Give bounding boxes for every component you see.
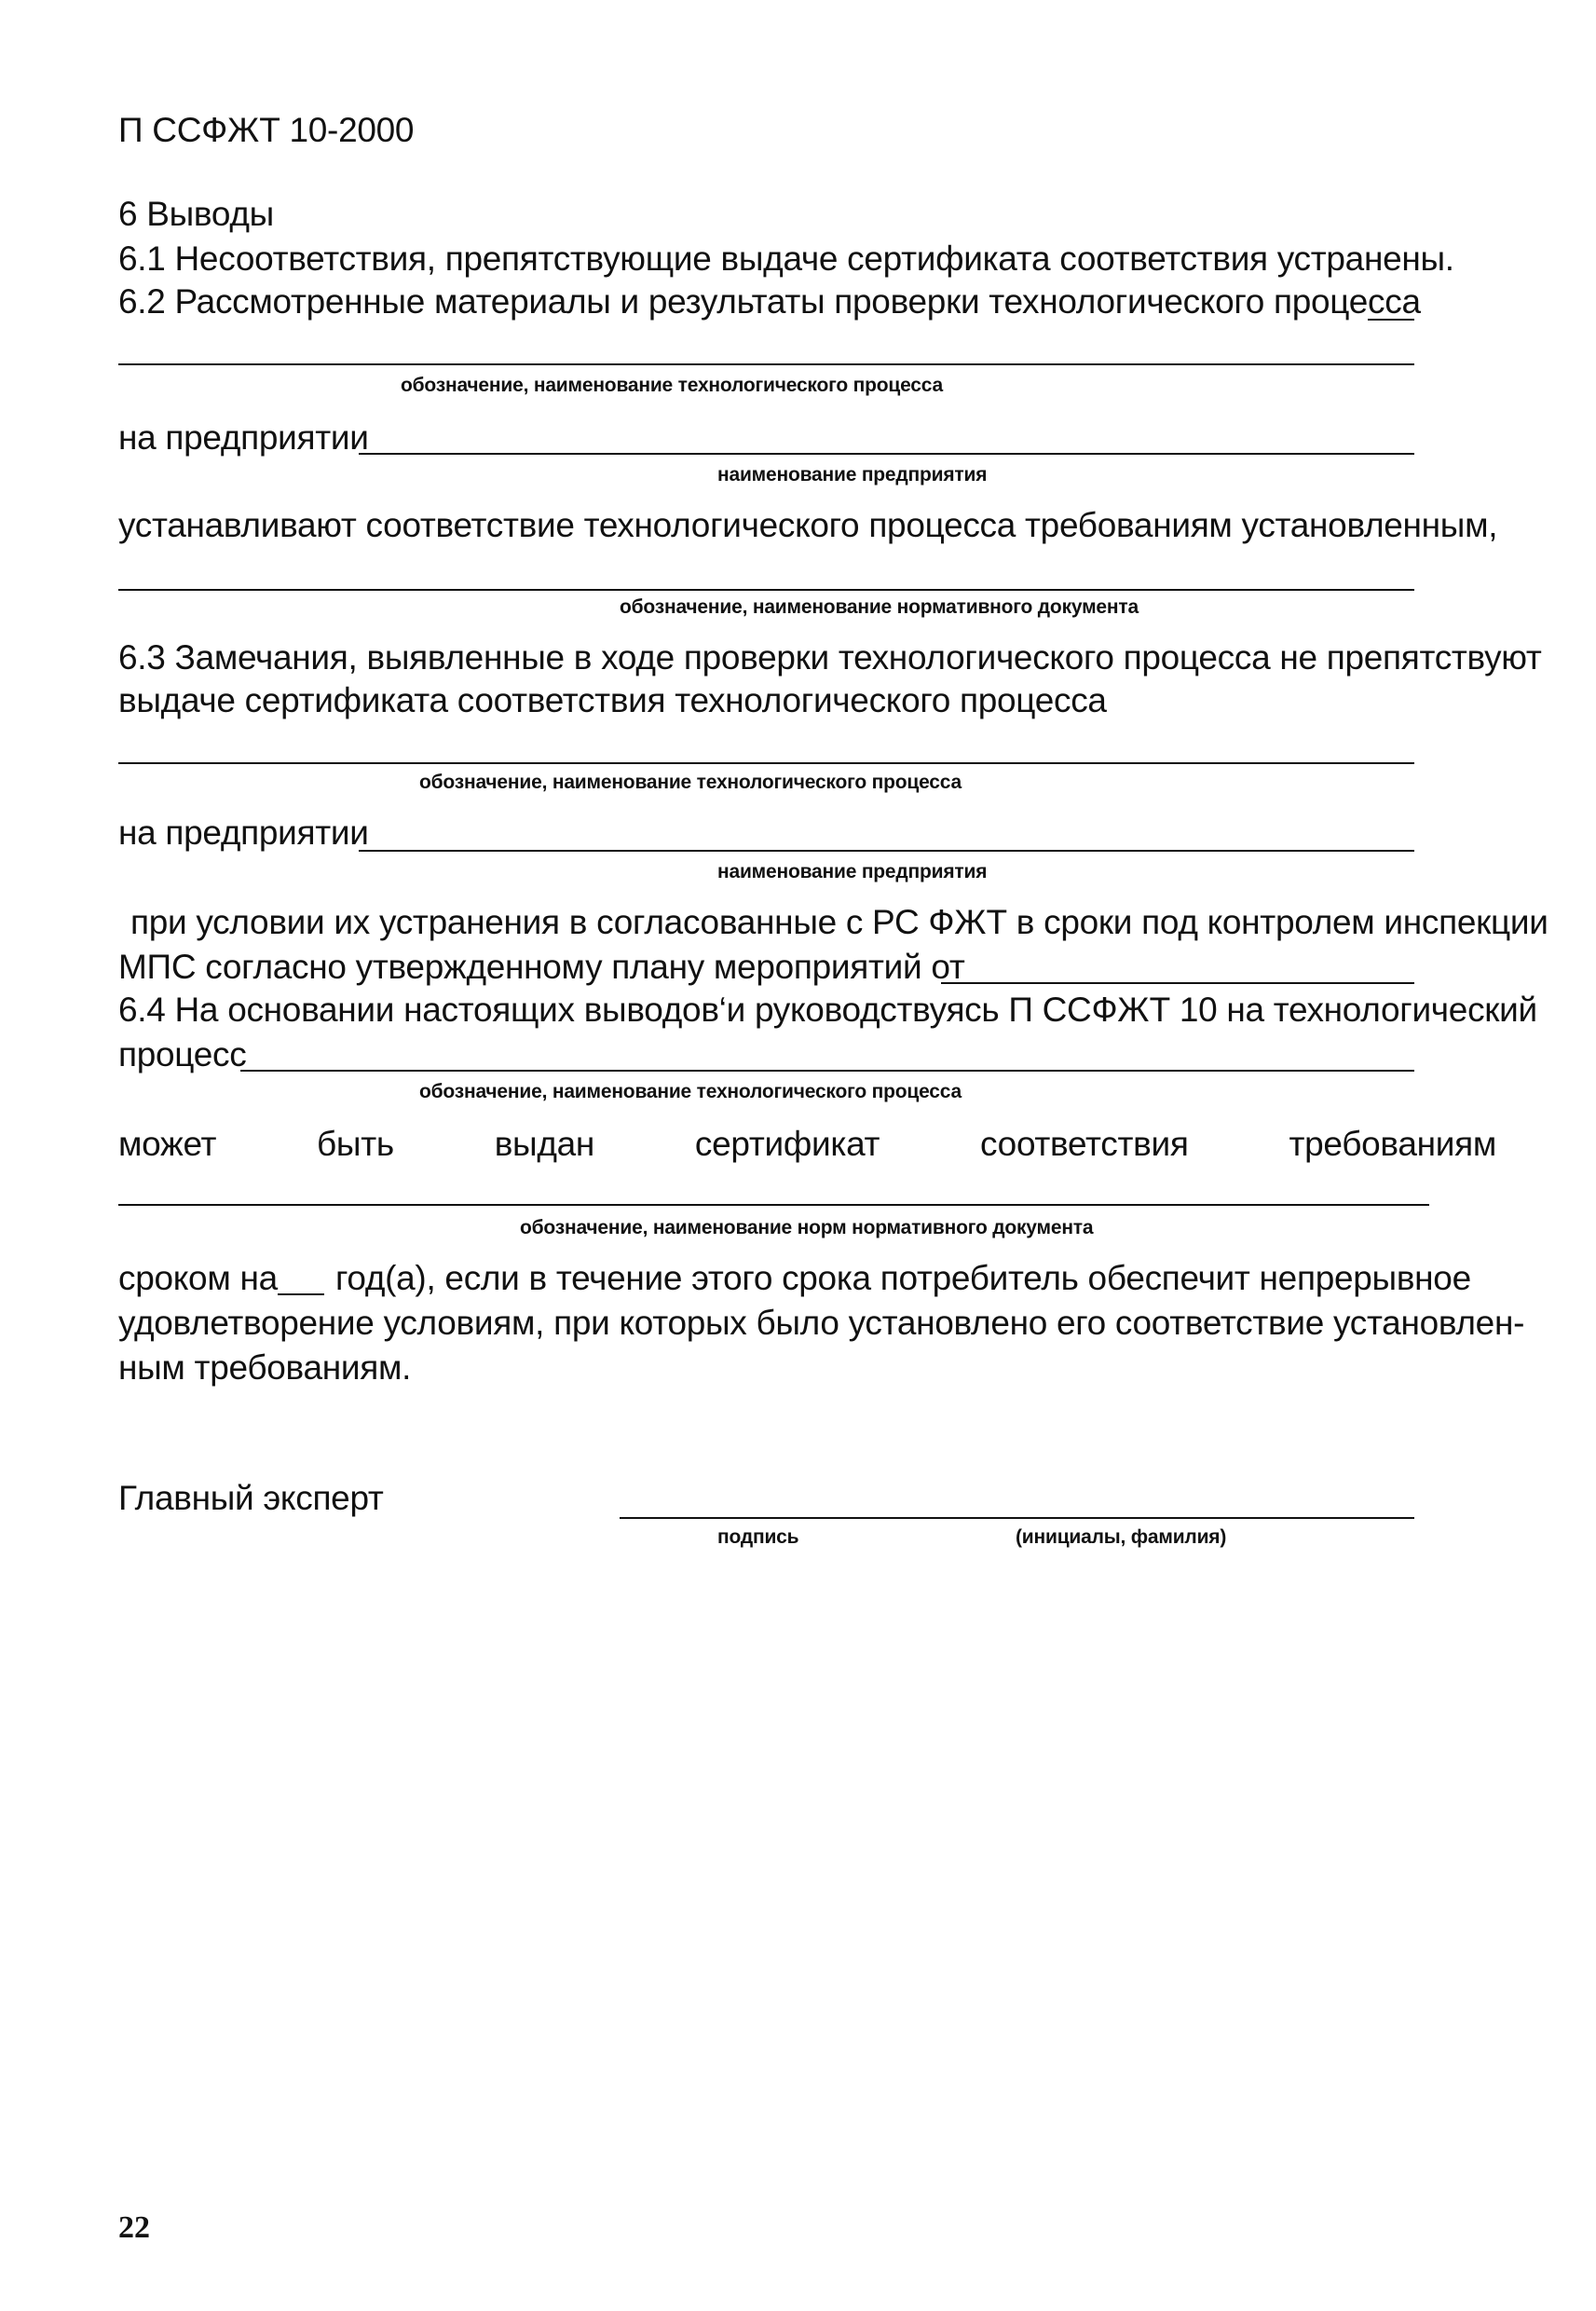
caption-name: (инициалы, фамилия)	[1016, 1526, 1227, 1548]
enterprise-label: на предприятии	[118, 418, 369, 457]
caption-signature: подпись	[717, 1526, 799, 1548]
word: соответствия	[980, 1125, 1189, 1163]
clause-6-3-line2: выдаче сертификата соответствия технологического процесса	[118, 681, 1107, 719]
plan-date-blank-line	[941, 982, 1414, 984]
process-label: процесс	[118, 1035, 247, 1073]
caption-process: обозначение, наименование технологического процесса	[419, 1081, 962, 1102]
process-blank-line	[118, 363, 1414, 365]
signatory-role: Главный эксперт	[118, 1479, 384, 1517]
normdoc-blank-line	[118, 589, 1414, 591]
caption-norms: обозначение, наименование норм нормативного документа	[520, 1217, 1094, 1238]
caption-process: обозначение, наименование технологического процесса	[401, 375, 943, 396]
term-prefix: сроком на	[118, 1259, 278, 1297]
caption-normdoc: обозначение, наименование нормативного документа	[620, 596, 1139, 618]
clause-6-3-line1: 6.3 Замечания, выявленные в ходе проверки технологического процесса не препятствуют	[118, 638, 1542, 677]
page-number: 22	[118, 2210, 150, 2245]
clause-6-2-text: 6.2 Рассмотренные материалы и результаты проверки технологического процесса	[118, 282, 1421, 321]
word: сертификат	[694, 1125, 880, 1163]
caption-enterprise: наименование предприятия	[717, 464, 988, 485]
norms-blank-line	[118, 1204, 1429, 1206]
word: выдан	[494, 1125, 595, 1163]
enterprise-label: на предприятии	[118, 814, 369, 852]
condition-line1: при условии их устранения в согласованные с РС ФЖТ в сроки под контролем инспекции	[130, 903, 1548, 941]
word: требованиям	[1289, 1125, 1496, 1163]
term-rest: год(а), если в течение этого срока потребитель обеспечит непрерывное	[335, 1259, 1471, 1297]
enterprise-blank-line	[359, 453, 1414, 455]
process-blank-line	[118, 762, 1414, 764]
word: может	[118, 1125, 217, 1163]
clause-6-1: 6.1 Несоответствия, препятствующие выдаче сертификата соответствия устранены.	[118, 239, 1454, 278]
enterprise-blank-line	[359, 850, 1414, 852]
establish-text: устанавливают соответствие технологического процесса требованиям установленным,	[118, 506, 1498, 544]
justified-line	[118, 1124, 1496, 1165]
caption-enterprise: наименование предприятия	[717, 861, 988, 882]
document-code: П ССФЖТ 10-2000	[118, 111, 415, 149]
section-title: 6 Выводы	[118, 195, 274, 233]
term-line2: удовлетворение условиям, при которых было установлено его соответствие установлен-	[118, 1304, 1525, 1342]
clause-6-4-line1: 6.4 На основании настоящих выводов‘и руководствуясь П ССФЖТ 10 на технологический	[118, 991, 1537, 1029]
word: быть	[317, 1125, 394, 1163]
term-line3: ным требованиям.	[118, 1348, 412, 1387]
term-years-blank	[278, 1293, 324, 1295]
caption-process: обозначение, наименование технологического процесса	[419, 772, 962, 793]
clause-6-2-blank	[1368, 319, 1414, 321]
process-blank-line	[240, 1070, 1414, 1072]
signature-blank-line	[620, 1517, 1414, 1519]
condition-line2: МПС согласно утвержденному плану мероприятий от	[118, 948, 965, 986]
